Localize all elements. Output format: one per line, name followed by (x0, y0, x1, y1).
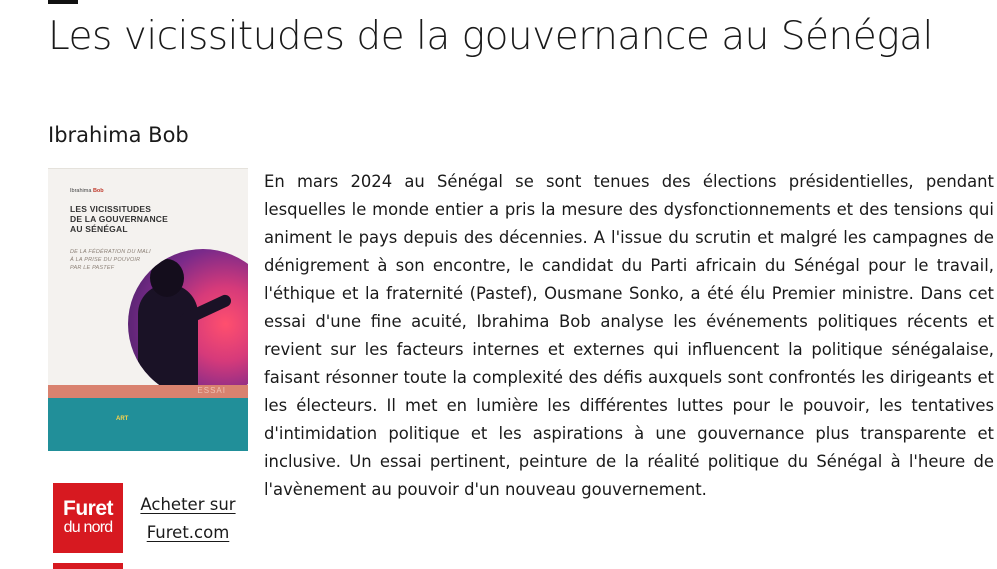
cover-title: LES VICISSITUDES DE LA GOUVERNANCE AU SÉNÉGAL (70, 204, 169, 234)
cover-subtitle: DE LA FÉDÉRATION DU MALI À LA PRISE DU POUVOIR PAR LE PASTEF (70, 249, 151, 271)
book-title: Les vicissitudes de la gouvernance au Sénégal (48, 14, 933, 59)
book-description: En mars 2024 au Sénégal se sont tenues des élections présidentielles, pendant lesquelles le monde entier a pris la mesure des dysfonctionnements et des tensions qui animent le pays depuis des décennies. A l'issue du scrutin et malgré les campagnes de dénigrement à son encontre, le candidat du Parti africain du Sénégal pour le travail, l'éthique et la fraternité (Pastef), Ousmane Sonko, a été élu Premier ministre. Dans cet essai d'une fine acuité, Ibrahima Bob analyse les événements politiques récents et revient sur les facteurs internes et externes qui influencent la politique sénégalaise, faisant résonner toute la complexité des défis auxquels sont confrontés les dirigeants et les électeurs. Il met en lumière les différentes luttes pour le pouvoir, les tentatives d'intimidation politique et les aspirations à une gouvernance plus transparente et inclusive. Un essai pertinent, peinture de la réalité politique du Sénégal à l'heure de l'avènement au pouvoir d'un nouveau gouvernement. (264, 172, 994, 499)
cover-author: Ibrahima Bob (70, 188, 104, 194)
publisher-logo: ART (116, 416, 129, 422)
book-cover-image (48, 168, 248, 451)
next-store-logo[interactable] (53, 563, 123, 569)
cover-silhouette (138, 284, 198, 394)
cover-bottom-band (48, 398, 248, 451)
top-accent-bar (48, 0, 78, 4)
cover-stripe: ESSAI (48, 385, 248, 398)
furet-du-nord-logo[interactable]: Furet du nord (53, 483, 123, 553)
cover-silhouette-head (150, 259, 184, 297)
buy-on-furet-link[interactable]: Acheter sur Furet.com (140, 495, 236, 542)
book-author: Ibrahima Bob (48, 123, 189, 147)
